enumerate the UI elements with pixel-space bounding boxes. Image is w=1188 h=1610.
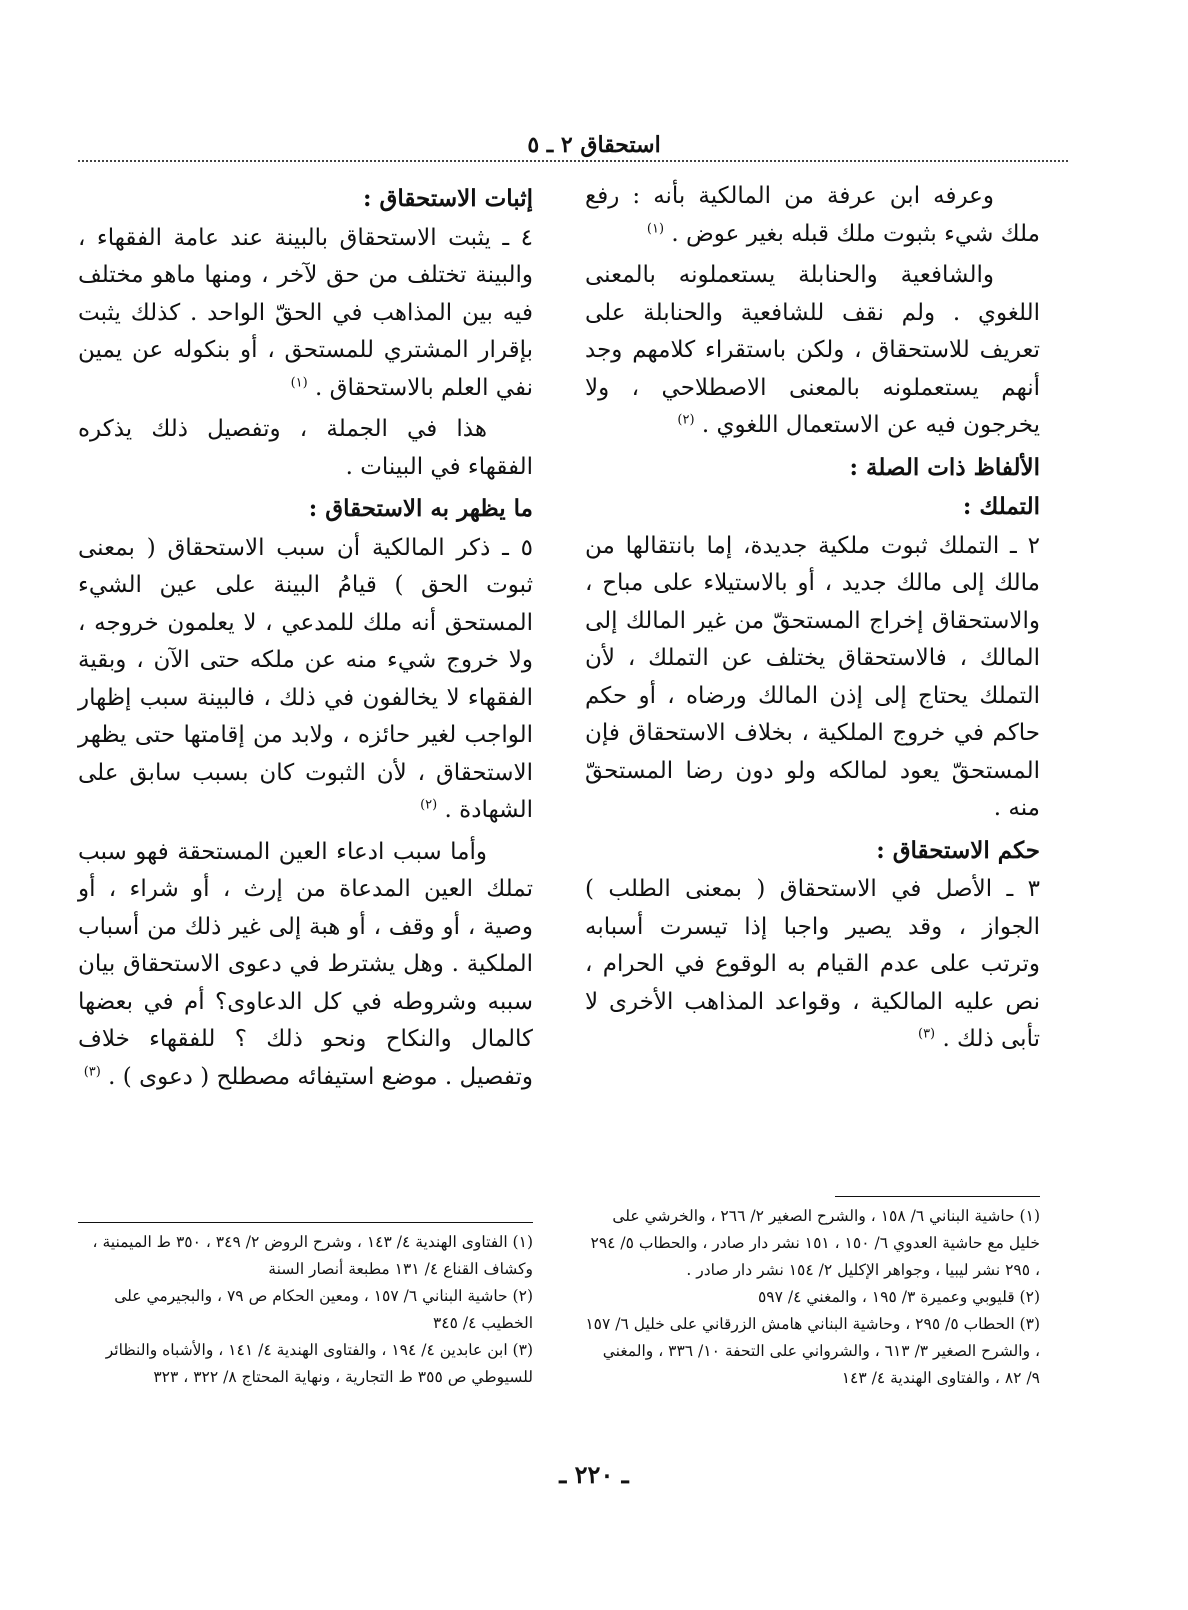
footnote-ref: (٣) (917, 1026, 936, 1042)
footnote-ref: (٢) (420, 797, 438, 813)
footnote-ref: (٢) (677, 412, 695, 428)
paragraph-text: ٤ ـ يثبت الاستحقاق بالبينة عند عامة الفقهاء ، والبينة تختلف من حق لآخر ، ومنها ماهو مختلف فيه بين المذاهب في الحقّ الواحد . كذلك يثبت بإقرار المشتري للمستحق ، أو بنكوله عن يمين نفي العلم بالاستحقاق . (78, 224, 533, 401)
footnotes-left (78, 1222, 533, 1391)
right-column (585, 178, 1040, 1063)
paragraph-text: والشافعية والحنابلة يستعملونه بالمعنى اللغوي . ولم نقف للشافعية والحنابلة على تعريف للاستحقاق ، ولكن باستقراء كلامهم وجد أنهم يستعملونه بالمعنى الاصطلاحي ، ولا يخرجون فيه عن الاستعمال اللغوي . (585, 262, 1040, 438)
running-head: استحقاق ٢ ـ ٥ (527, 132, 661, 158)
header-divider (78, 160, 1068, 162)
paragraph (585, 178, 1040, 253)
footnote: (٣) ابن عابدين ٤/ ١٩٤ ، والفتاوى الهندية ٤/ ١٤١ ، والأشباه والنظائر للسيوطي ص ٣٥٥ ط التجارية ، ونهاية المحتاج ٨/ ٣٢٢ ، ٣٢٣ (105, 1341, 533, 1386)
paragraph-text: هذا في الجملة ، وتفصيل ذلك يذكره الفقهاء في البينات . (78, 416, 533, 480)
paragraph-text: ٣ ـ الأصل في الاستحقاق ( بمعنى الطلب ) الجواز ، وقد يصير واجبا إذا تيسرت أسبابه وترتب على عدم القيام به الوقوع في الحرام ، نص عليه المالكية ، وقواعد المذاهب الأخرى لا تأبى ذلك . (585, 876, 1040, 1052)
paragraph (78, 530, 533, 830)
footnote: (٢) حاشية البناني ٦/ ١٥٧ ، ومعين الحكام ص ٧٩ ، والبجيرمي على الخطيب ٤/ ٣٤٥ (114, 1287, 533, 1332)
footnote-ref: (١) (290, 374, 308, 390)
paragraph (78, 834, 533, 1097)
paragraph-text: وعرفه ابن عرفة من المالكية بأنه : رفع ملك شيء بثبوت ملك قبله بغير عوض . (585, 183, 1040, 247)
paragraph (78, 220, 533, 408)
subsection-heading: التملك : (962, 493, 1040, 520)
footnote: (١) حاشية البناني ٦/ ١٥٨ ، والشرح الصغير ٢/ ٢٦٦ ، والخرشي على خليل مع حاشية العدوي ٦/ ١٥٠ ، ١٥١ نشر دار صادر ، والحطاب ٥/ ٢٩٤ ، ٢٩٥ نشر ليبيا ، وجواهر الإكليل ٢/ ١٥٤ نشر دار صادر . (590, 1207, 1040, 1279)
section-heading: حكم الاستحقاق : (876, 836, 1040, 864)
section-heading: إثبات الاستحقاق : (363, 185, 533, 212)
page-number: ـ ٢٢٠ ـ (559, 1460, 629, 1489)
paragraph-text: وأما سبب ادعاء العين المستحقة فهو سبب تملك العين المدعاة من إرث ، أو شراء ، أو وصية ، أو وقف ، أو هبة إلى غير ذلك من أسباب الملكية . وهل يشترط في دعوى الاستحقاق بيان سببه وشروطه في كل الدعاوى؟ أم في بعضها كالمال والنكاح ونحو ذلك ؟ للفقهاء خلاف وتفصيل . موضع استيفائه مصطلح ( دعوى ) . (78, 838, 533, 1090)
footnotes-right (585, 1196, 1040, 1392)
footnote-ref: (١) (646, 220, 665, 236)
paragraph (585, 528, 1040, 828)
paragraph-text: ٢ ـ التملك ثبوت ملكية جديدة، إما بانتقالها من مالك إلى مالك جديد ، أو بالاستيلاء على مباح ، والاستحقاق إخراج المستحقّ من غير المالك إلى المالك ، فالاستحقاق يختلف عن التملك ، لأن التملك يحتاج إلى إذن المالك ورضاه ، أو حكم حاكم في خروج الملكية ، بخلاف الاستحقاق فإن المستحقّ يعود لمالكه ولو دون رضا المستحقّ منه . (585, 532, 1040, 821)
paragraph (585, 871, 1040, 1059)
footnote: (٣) الحطاب ٥/ ٢٩٥ ، وحاشية البناني هامش الزرقاني على خليل ٦/ ١٥٧ ، والشرح الصغير ٣/ ٦١٣ ، والشرواني على التحفة ١٠/ ٣٣٦ ، والمغني ٩/ ٨٢ ، والفتاوى الهندية ٤/ ١٤٣ (585, 1315, 1040, 1387)
section-heading: ما يظهر به الاستحقاق : (308, 495, 533, 522)
footnote-ref: (٣) (83, 1063, 101, 1079)
section-heading: الألفاظ ذات الصلة : (849, 453, 1040, 481)
footnote-divider (835, 1196, 1040, 1197)
footnote-divider (78, 1222, 533, 1223)
paragraph (78, 411, 533, 486)
footnote: (١) الفتاوى الهندية ٤/ ١٤٣ ، وشرح الروض ٢/ ٣٤٩ ، ٣٥٠ ط الميمنية ، وكشاف القناع ٤/ ١٣١ مطبعة أنصار السنة (92, 1233, 533, 1278)
paragraph-text: ٥ ـ ذكر المالكية أن سبب الاستحقاق ( بمعنى ثبوت الحق ) قيامُ البينة على عين الشيء المستحق أنه ملك للمدعي ، لا يعلمون خروجه ، ولا خروج شيء منه عن ملكه حتى الآن ، وبقية الفقهاء لا يخالفون في ذلك ، فالبينة سبب إظهار الواجب لغير حائزه ، ولابد من إقامتها حتى يظهر الاستحقاق ، لأن الثبوت كان بسبب سابق على الشهادة . (78, 534, 533, 823)
left-column (78, 178, 533, 1100)
footnote: (٢) قليوبي وعميرة ٣/ ١٩٥ ، والمغني ٤/ ٥٩٧ (757, 1288, 1040, 1306)
paragraph (585, 257, 1040, 445)
